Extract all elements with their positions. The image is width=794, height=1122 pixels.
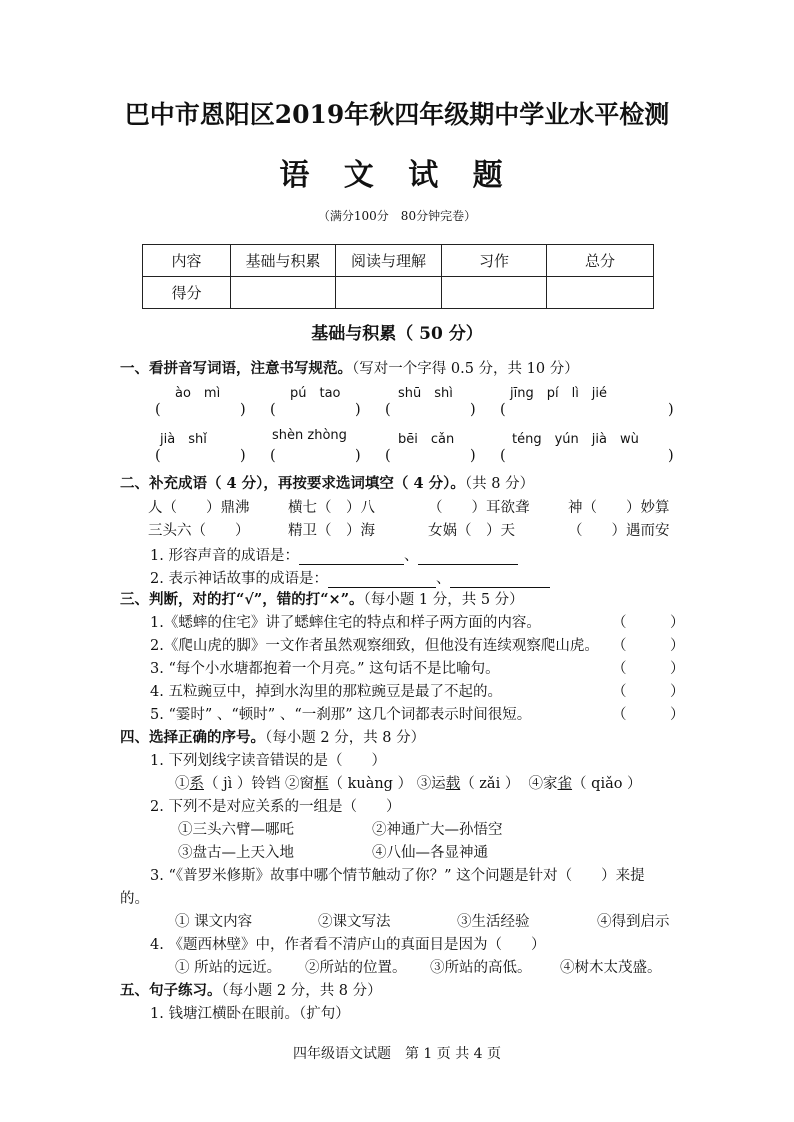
answer-blank[interactable] bbox=[328, 573, 436, 588]
judge-answer-paren[interactable]: （ ） bbox=[612, 615, 685, 631]
q1-note: （写对一个字得 0.5 分，共 10 分） bbox=[352, 361, 579, 377]
q4-sub-1-options bbox=[175, 772, 642, 793]
underlined-char: 雀 bbox=[557, 776, 573, 792]
option-label: ③运 bbox=[416, 776, 446, 792]
answer-paren-left: ( bbox=[500, 402, 506, 418]
pinyin: pú tao bbox=[290, 386, 341, 401]
pinyin: jià shǐ bbox=[160, 432, 207, 447]
q2-note: （共 8 分） bbox=[464, 476, 535, 492]
option-a[interactable] bbox=[175, 776, 280, 792]
section-title: 基础与积累（ 50 分） bbox=[311, 324, 483, 344]
judge-item: 4. 五粒豌豆中，掉到水沟里的那粒豌豆是最了不起的。 bbox=[150, 684, 502, 700]
score-input-cell[interactable] bbox=[442, 277, 547, 309]
q4-sub-1: 1. 下列划线字读音错误的是（ ） bbox=[150, 753, 386, 769]
separator: 、 bbox=[435, 571, 451, 587]
option-text: （ kuàng ） bbox=[328, 776, 413, 792]
answer-paren-right: ) bbox=[240, 448, 246, 464]
underlined-char: 载 bbox=[445, 776, 461, 792]
answer-paren-left: ( bbox=[385, 402, 391, 418]
option-item[interactable]: ④得到启示 bbox=[597, 914, 670, 930]
option-label: ① bbox=[175, 776, 190, 792]
idiom-item: （ ）耳欲聋 bbox=[428, 500, 530, 516]
idiom-item: 精卫（ ）海 bbox=[288, 523, 375, 539]
score-table bbox=[142, 244, 654, 309]
judge-item: 1.《蟋蟀的住宅》讲了蟋蟀住宅的特点和样子两方面的内容。 bbox=[150, 615, 541, 631]
q1-heading-text: 一、看拼音写词语，注意书写规范。 bbox=[120, 360, 352, 377]
option-label: ④家 bbox=[528, 776, 558, 792]
answer-paren-left: ( bbox=[270, 402, 276, 418]
q3-heading bbox=[120, 588, 524, 609]
q5-heading bbox=[120, 979, 382, 1000]
page-footer: 四年级语文试题 第 1 页 共 4 页 bbox=[292, 1046, 502, 1062]
pinyin: ào mì bbox=[175, 386, 221, 401]
answer-paren-left: ( bbox=[385, 448, 391, 464]
score-input-cell[interactable] bbox=[547, 277, 654, 309]
option-text: （ jì ）铃铛 bbox=[204, 776, 281, 792]
q4-sub-2: 2. 下列不是对应关系的一组是（ ） bbox=[150, 799, 401, 815]
answer-paren-right: ) bbox=[355, 402, 361, 418]
answer-paren-right: ) bbox=[240, 402, 246, 418]
q2-item-2-text: 2. 表示神话故事的成语是： bbox=[150, 571, 328, 587]
score-cell: 阅读与理解 bbox=[336, 245, 442, 277]
judge-answer-paren[interactable]: （ ） bbox=[612, 707, 685, 723]
q4-sub-3-line1: 3. “《普罗米修斯》故事中哪个情节触动了你？” 这个问题是针对（ ）来提 bbox=[150, 868, 645, 884]
judge-answer-paren[interactable]: （ ） bbox=[612, 661, 685, 677]
score-input-cell[interactable] bbox=[231, 277, 336, 309]
idiom-item: 三头六（ ） bbox=[148, 523, 250, 539]
idiom-item: 神（ ）妙算 bbox=[568, 500, 670, 516]
option-item[interactable]: ④八仙—各显神通 bbox=[372, 845, 488, 861]
answer-blank[interactable] bbox=[450, 573, 550, 588]
answer-paren-left: ( bbox=[155, 402, 161, 418]
judge-answer-paren[interactable]: （ ） bbox=[612, 684, 685, 700]
idiom-item: （ ）遇而安 bbox=[568, 523, 670, 539]
pinyin: bēi cǎn bbox=[398, 432, 455, 447]
option-item[interactable]: ① 所站的远近。 bbox=[175, 960, 282, 976]
answer-blank[interactable] bbox=[418, 550, 518, 565]
option-item[interactable]: ① 课文内容 bbox=[175, 914, 253, 930]
score-input-cell[interactable] bbox=[336, 277, 442, 309]
option-text: （ zǎi ） bbox=[460, 776, 520, 792]
judge-item: 3. “每个小水塘都抱着一个月亮。” 这句话不是比喻句。 bbox=[150, 661, 500, 677]
score-table-header-row bbox=[143, 245, 654, 277]
option-item[interactable]: ③生活经验 bbox=[457, 914, 530, 930]
q2-item-1 bbox=[150, 544, 518, 565]
idiom-item: 女娲（ ）天 bbox=[428, 523, 515, 539]
underlined-char: 框 bbox=[313, 776, 329, 792]
answer-paren-left: ( bbox=[155, 448, 161, 464]
judge-answer-paren[interactable]: （ ） bbox=[612, 638, 685, 654]
q1-heading bbox=[120, 357, 579, 378]
option-item[interactable]: ②神通广大—孙悟空 bbox=[372, 822, 503, 838]
q4-heading bbox=[120, 726, 425, 747]
q3-note: （每小题 1 分，共 5 分） bbox=[363, 592, 524, 608]
score-cell: 得分 bbox=[143, 277, 231, 309]
option-b[interactable] bbox=[285, 776, 412, 792]
option-label: ②窗 bbox=[284, 776, 314, 792]
answer-paren-left: ( bbox=[500, 448, 506, 464]
score-table-score-row bbox=[143, 277, 654, 309]
pinyin: shū shì bbox=[398, 386, 453, 401]
pinyin: téng yún jià wù bbox=[512, 432, 639, 447]
option-text: （ qiǎo ） bbox=[572, 776, 642, 792]
option-item[interactable]: ③盘古—上天入地 bbox=[178, 845, 294, 861]
answer-paren-right: ) bbox=[355, 448, 361, 464]
q2-item-1-text: 1. 形容声音的成语是： bbox=[150, 548, 299, 564]
pinyin: jīng pí lì jié bbox=[510, 386, 608, 401]
idiom-item: 人（ ）鼎沸 bbox=[148, 500, 250, 516]
option-item[interactable]: ③所站的高低。 bbox=[430, 960, 532, 976]
separator: 、 bbox=[403, 548, 419, 564]
answer-paren-left: ( bbox=[270, 448, 276, 464]
answer-paren-right: ) bbox=[668, 402, 674, 418]
option-c[interactable] bbox=[417, 776, 520, 792]
option-item[interactable]: ①三头六臂—哪吒 bbox=[178, 822, 294, 838]
idiom-item: 横七（ ）八 bbox=[288, 500, 375, 516]
q5-heading-text: 五、句子练习。 bbox=[120, 982, 222, 999]
exam-subtitle: 语 文 试 题 bbox=[279, 158, 515, 193]
score-cell: 内容 bbox=[143, 245, 231, 277]
score-cell: 基础与积累 bbox=[231, 245, 336, 277]
answer-paren-right: ) bbox=[668, 448, 674, 464]
q4-sub-4: 4. 《题西林壁》中，作者看不清庐山的真面目是因为（ ） bbox=[150, 937, 546, 953]
option-item[interactable]: ②所站的位置。 bbox=[305, 960, 407, 976]
q4-sub-3-line2: 的。 bbox=[120, 891, 149, 907]
q2-item-2 bbox=[150, 567, 550, 588]
underlined-char: 系 bbox=[189, 776, 204, 792]
q5-sub-1: 1. 钱塘江横卧在眼前。（扩句） bbox=[150, 1006, 350, 1022]
q4-heading-text: 四、选择正确的序号。 bbox=[120, 729, 265, 746]
q4-note: （每小题 2 分，共 8 分） bbox=[265, 730, 426, 746]
judge-item: 5. “霎时” 、“顿时” 、“一刹那” 这几个词都表示时间很短。 bbox=[150, 707, 532, 723]
pinyin: shèn zhòng bbox=[272, 428, 347, 443]
option-item[interactable]: ②课文写法 bbox=[318, 914, 391, 930]
q3-heading-text: 三、判断，对的打“√”，错的打“×”。 bbox=[120, 591, 364, 608]
option-d[interactable] bbox=[529, 776, 642, 792]
q5-note: （每小题 2 分，共 8 分） bbox=[221, 983, 382, 999]
q2-heading-text: 二、补充成语（ 4 分），再按要求选词填空（ 4 分）。 bbox=[120, 475, 465, 492]
answer-paren-right: ) bbox=[470, 402, 476, 418]
score-cell: 习作 bbox=[442, 245, 547, 277]
exam-title: 巴中市恩阳区2019年秋四年级期中学业水平检测 bbox=[124, 100, 670, 129]
exam-note: （满分100分 80分钟完卷） bbox=[317, 209, 477, 223]
q2-heading bbox=[120, 472, 534, 493]
score-cell: 总分 bbox=[547, 245, 654, 277]
answer-paren-right: ) bbox=[470, 448, 476, 464]
option-item[interactable]: ④树木太茂盛。 bbox=[560, 960, 662, 976]
judge-item: 2.《爬山虎的脚》一文作者虽然观察细致，但他没有连续观察爬山虎。 bbox=[150, 638, 599, 654]
answer-blank[interactable] bbox=[299, 550, 404, 565]
